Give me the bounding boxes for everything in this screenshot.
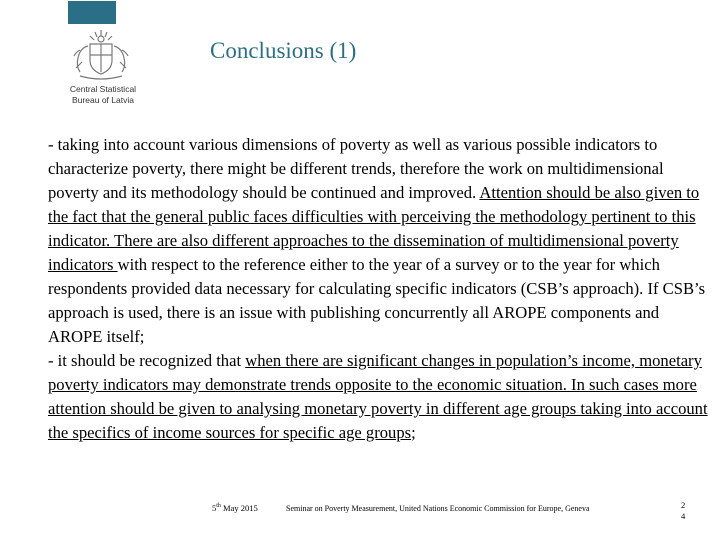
paragraph-2-end: ; (411, 423, 416, 442)
coat-of-arms-icon (66, 28, 136, 84)
csb-logo (58, 28, 142, 110)
header-accent-block (68, 1, 116, 24)
conclusions-body (48, 133, 708, 445)
footer-date (212, 503, 258, 513)
paragraph-2-intro: - it should be recognized that (48, 351, 246, 370)
footer-date-suffix: th (216, 503, 221, 510)
page-title: Conclusions (1) (210, 38, 357, 63)
logo-line-2: Bureau of Latvia (72, 95, 134, 105)
footer-date-day: 5 (212, 503, 217, 513)
paragraph-1 (48, 133, 708, 349)
paragraph-1-rest: with respect to the reference either to the year of a survey or to the year for which respondents provided data necessary for calculating specific indicators (CSB’s approach). If CSB’s approach is used, there is an issue with publishing concurrently all AROPE components and AROPE itself; (48, 255, 706, 346)
paragraph-2-underlined: when there are significant changes in population’s income, monetary poverty indicators may demonstrate trends opposite to the economic situation. In such cases more attention should be given to analysing monetary poverty in different age groups taking into account the specifics of income sources for specific age groups (48, 351, 708, 442)
footer-date-rest: May 2015 (220, 503, 258, 513)
logo-line-1: Central Statistical (69, 84, 137, 94)
footer-seminar: Seminar on Poverty Measurement, United Nations Economic Commission for Europe, Geneva (286, 504, 590, 513)
paragraph-1-intro: - taking into account various dimensions of poverty as well as various possible indicators to characterize poverty, there might be different trends, therefore the work on multidimensional poverty and its methodology should be continued and improved. (48, 135, 664, 202)
page-number: 24 (681, 500, 686, 521)
logo-text (58, 84, 148, 106)
paragraph-2 (48, 349, 708, 445)
paragraph-1-underlined: Attention should be also given to the fact that the general public faces difficulties with perceiving the methodology pertinent to this indicator. There are also different approaches to the dissemination of multidimensional poverty indicators (48, 183, 700, 274)
